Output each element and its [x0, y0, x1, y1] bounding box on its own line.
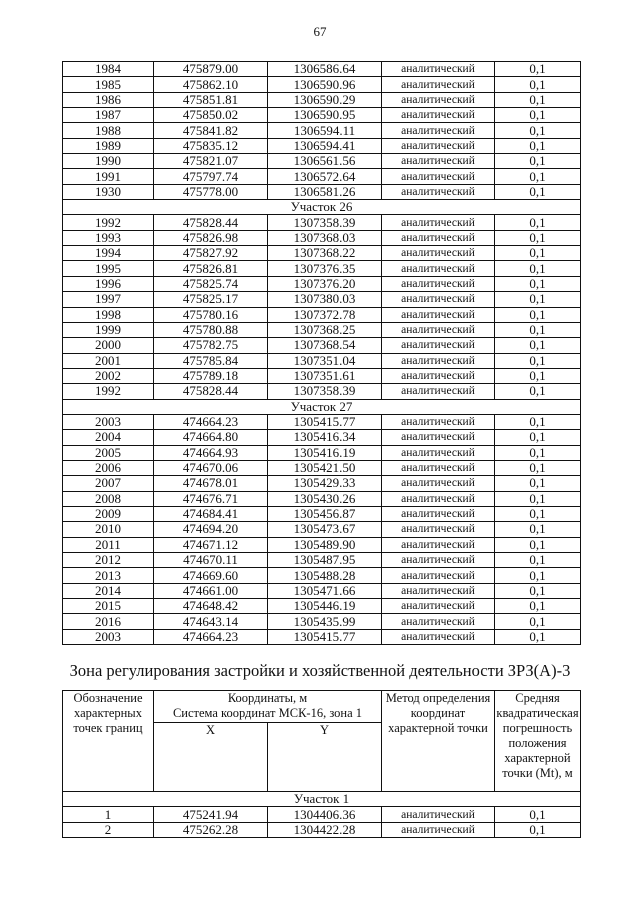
- error-value: 0,1: [495, 92, 581, 107]
- x-coordinate: 475826.81: [154, 261, 268, 276]
- x-coordinate: 475841.82: [154, 123, 268, 138]
- x-coordinate: 474661.00: [154, 583, 268, 598]
- error-header: Средняя квадратическая погрешность положения характерной точки (Mt), м: [495, 691, 581, 792]
- table-row: [63, 138, 581, 153]
- table-row: [63, 553, 581, 568]
- x-coordinate: 474643.14: [154, 614, 268, 629]
- method: аналитический: [382, 108, 495, 123]
- error-value: 0,1: [495, 368, 581, 383]
- table-row: [63, 108, 581, 123]
- point-number: 1991: [63, 169, 154, 184]
- section-title: Участок 1: [63, 792, 581, 807]
- error-value: 0,1: [495, 522, 581, 537]
- point-number: 1994: [63, 246, 154, 261]
- method: аналитический: [382, 522, 495, 537]
- method: аналитический: [382, 629, 495, 644]
- table-row: [63, 583, 581, 598]
- table-row: [63, 292, 581, 307]
- point-number: 1989: [63, 138, 154, 153]
- table-row: [63, 215, 581, 230]
- method: аналитический: [382, 123, 495, 138]
- table-row: [63, 246, 581, 261]
- error-value: 0,1: [495, 261, 581, 276]
- y-coordinate: 1307368.03: [268, 230, 382, 245]
- x-coordinate: 474676.71: [154, 491, 268, 506]
- method: аналитический: [382, 822, 495, 837]
- x-coordinate: 475826.98: [154, 230, 268, 245]
- method: аналитический: [382, 414, 495, 429]
- error-value: 0,1: [495, 553, 581, 568]
- y-coordinate: 1307376.20: [268, 276, 382, 291]
- x-coordinate: 474648.42: [154, 599, 268, 614]
- x-coordinate: 475780.16: [154, 307, 268, 322]
- y-coordinate: 1306590.96: [268, 77, 382, 92]
- x-coordinate: 474684.41: [154, 506, 268, 521]
- designation-header: Обозначение характерных точек границ: [63, 691, 154, 792]
- point-number: 2009: [63, 506, 154, 521]
- method: аналитический: [382, 506, 495, 521]
- method: аналитический: [382, 537, 495, 552]
- page-number: 67: [313, 24, 327, 39]
- table-row: [63, 322, 581, 337]
- table-row: [63, 261, 581, 276]
- error-value: 0,1: [495, 583, 581, 598]
- method: аналитический: [382, 307, 495, 322]
- x-coordinate: 474671.12: [154, 537, 268, 552]
- y-coordinate: 1305488.28: [268, 568, 382, 583]
- y-coordinate: 1305473.67: [268, 522, 382, 537]
- table-row: [63, 384, 581, 399]
- point-number: 1984: [63, 62, 154, 77]
- error-value: 0,1: [495, 537, 581, 552]
- point-number: 2006: [63, 460, 154, 475]
- point-number: 2001: [63, 353, 154, 368]
- table-row: [63, 414, 581, 429]
- table-row: [63, 568, 581, 583]
- x-coordinate: 474664.80: [154, 430, 268, 445]
- method: аналитический: [382, 62, 495, 77]
- zone-heading: Зона регулирования застройки и хозяйственной деятельности ЗРЗ(А)-3: [69, 661, 571, 680]
- table-row: [63, 807, 581, 822]
- section-title: Участок 26: [63, 200, 581, 215]
- error-value: 0,1: [495, 506, 581, 521]
- error-value: 0,1: [495, 476, 581, 491]
- table-row: [63, 476, 581, 491]
- y-coordinate: 1306572.64: [268, 169, 382, 184]
- table-row: [63, 430, 581, 445]
- point-number: 1993: [63, 230, 154, 245]
- coordinates-table-continued: [62, 61, 581, 645]
- y-coordinate: 1306594.41: [268, 138, 382, 153]
- method: аналитический: [382, 568, 495, 583]
- y-header: Y: [268, 723, 382, 792]
- method: аналитический: [382, 338, 495, 353]
- method: аналитический: [382, 553, 495, 568]
- table-row: [63, 629, 581, 644]
- point-number: 2003: [63, 629, 154, 644]
- error-value: 0,1: [495, 353, 581, 368]
- table-row: [63, 62, 581, 77]
- method: аналитический: [382, 292, 495, 307]
- point-number: 2007: [63, 476, 154, 491]
- y-coordinate: 1306561.56: [268, 154, 382, 169]
- method: аналитический: [382, 384, 495, 399]
- error-value: 0,1: [495, 430, 581, 445]
- point-number: 1995: [63, 261, 154, 276]
- x-coordinate: 474678.01: [154, 476, 268, 491]
- y-coordinate: 1307351.61: [268, 368, 382, 383]
- x-coordinate: 475780.88: [154, 322, 268, 337]
- y-coordinate: 1305487.95: [268, 553, 382, 568]
- y-coordinate: 1306590.95: [268, 108, 382, 123]
- point-number: 1990: [63, 154, 154, 169]
- error-value: 0,1: [495, 807, 581, 822]
- y-coordinate: 1305415.77: [268, 629, 382, 644]
- x-coordinate: 475789.18: [154, 368, 268, 383]
- y-coordinate: 1304422.28: [268, 822, 382, 837]
- table-row: [63, 338, 581, 353]
- x-coordinate: 475782.75: [154, 338, 268, 353]
- x-coordinate: 475827.92: [154, 246, 268, 261]
- point-number: 2005: [63, 445, 154, 460]
- y-coordinate: 1305416.19: [268, 445, 382, 460]
- error-value: 0,1: [495, 322, 581, 337]
- method: аналитический: [382, 430, 495, 445]
- point-number: 2011: [63, 537, 154, 552]
- table-row: [63, 522, 581, 537]
- error-value: 0,1: [495, 414, 581, 429]
- x-coordinate: 474670.11: [154, 553, 268, 568]
- table-row: [63, 599, 581, 614]
- point-number: 1988: [63, 123, 154, 138]
- table-row: [63, 169, 581, 184]
- y-coordinate: 1305456.87: [268, 506, 382, 521]
- table-row: [63, 230, 581, 245]
- point-number: 2015: [63, 599, 154, 614]
- method: аналитический: [382, 215, 495, 230]
- y-coordinate: 1304406.36: [268, 807, 382, 822]
- point-number: 2016: [63, 614, 154, 629]
- method: аналитический: [382, 230, 495, 245]
- error-value: 0,1: [495, 230, 581, 245]
- error-value: 0,1: [495, 292, 581, 307]
- y-coordinate: 1305489.90: [268, 537, 382, 552]
- x-header: X: [154, 723, 268, 792]
- table-row: [63, 92, 581, 107]
- error-value: 0,1: [495, 445, 581, 460]
- error-value: 0,1: [495, 384, 581, 399]
- point-number: 2013: [63, 568, 154, 583]
- section-row: [63, 200, 581, 215]
- error-value: 0,1: [495, 460, 581, 475]
- y-coordinate: 1305430.26: [268, 491, 382, 506]
- method: аналитический: [382, 276, 495, 291]
- error-value: 0,1: [495, 307, 581, 322]
- method: аналитический: [382, 261, 495, 276]
- table-row: [63, 276, 581, 291]
- error-value: 0,1: [495, 154, 581, 169]
- x-coordinate: 475778.00: [154, 184, 268, 199]
- method: аналитический: [382, 77, 495, 92]
- table-row: [63, 822, 581, 837]
- x-coordinate: 475879.00: [154, 62, 268, 77]
- y-coordinate: 1307368.54: [268, 338, 382, 353]
- error-value: 0,1: [495, 138, 581, 153]
- y-coordinate: 1307380.03: [268, 292, 382, 307]
- method: аналитический: [382, 138, 495, 153]
- error-value: 0,1: [495, 822, 581, 837]
- y-coordinate: 1307376.35: [268, 261, 382, 276]
- point-number: 2000: [63, 338, 154, 353]
- x-coordinate: 475821.07: [154, 154, 268, 169]
- table-row: [63, 368, 581, 383]
- section-row: [63, 399, 581, 414]
- point-number: 1930: [63, 184, 154, 199]
- y-coordinate: 1307368.22: [268, 246, 382, 261]
- table-row: [63, 307, 581, 322]
- method: аналитический: [382, 353, 495, 368]
- x-coordinate: 475862.10: [154, 77, 268, 92]
- table-row: [63, 445, 581, 460]
- table-row: [63, 353, 581, 368]
- point-number: 1999: [63, 322, 154, 337]
- point-number: 2: [63, 822, 154, 837]
- x-coordinate: 475851.81: [154, 92, 268, 107]
- method: аналитический: [382, 169, 495, 184]
- table-row: [63, 491, 581, 506]
- y-coordinate: 1305446.19: [268, 599, 382, 614]
- x-coordinate: 475828.44: [154, 384, 268, 399]
- error-value: 0,1: [495, 338, 581, 353]
- y-coordinate: 1306594.11: [268, 123, 382, 138]
- method: аналитический: [382, 92, 495, 107]
- error-value: 0,1: [495, 77, 581, 92]
- y-coordinate: 1306586.64: [268, 62, 382, 77]
- point-number: 2002: [63, 368, 154, 383]
- table-row: [63, 537, 581, 552]
- coordinates-title: Координаты, м: [227, 691, 308, 705]
- method: аналитический: [382, 368, 495, 383]
- method: аналитический: [382, 246, 495, 261]
- point-number: 1986: [63, 92, 154, 107]
- point-number: 2014: [63, 583, 154, 598]
- x-coordinate: 475797.74: [154, 169, 268, 184]
- x-coordinate: 474670.06: [154, 460, 268, 475]
- table-row: [63, 614, 581, 629]
- method: аналитический: [382, 445, 495, 460]
- point-number: 1985: [63, 77, 154, 92]
- point-number: 1998: [63, 307, 154, 322]
- point-number: 2012: [63, 553, 154, 568]
- point-number: 2003: [63, 414, 154, 429]
- x-coordinate: 475835.12: [154, 138, 268, 153]
- y-coordinate: 1307351.04: [268, 353, 382, 368]
- method: аналитический: [382, 599, 495, 614]
- coordinates-header: [154, 691, 382, 723]
- point-number: 2008: [63, 491, 154, 506]
- table-row: [63, 184, 581, 199]
- point-number: 1: [63, 807, 154, 822]
- y-coordinate: 1307358.39: [268, 215, 382, 230]
- table-row: [63, 77, 581, 92]
- point-number: 1996: [63, 276, 154, 291]
- error-value: 0,1: [495, 62, 581, 77]
- point-number: 2004: [63, 430, 154, 445]
- error-value: 0,1: [495, 246, 581, 261]
- method: аналитический: [382, 614, 495, 629]
- section-title: Участок 27: [63, 399, 581, 414]
- error-value: 0,1: [495, 215, 581, 230]
- table-row: [63, 154, 581, 169]
- error-value: 0,1: [495, 568, 581, 583]
- y-coordinate: 1306581.26: [268, 184, 382, 199]
- error-value: 0,1: [495, 169, 581, 184]
- y-coordinate: 1305471.66: [268, 583, 382, 598]
- method: аналитический: [382, 491, 495, 506]
- point-number: 1987: [63, 108, 154, 123]
- method: аналитический: [382, 583, 495, 598]
- method: аналитический: [382, 476, 495, 491]
- x-coordinate: 475262.28: [154, 822, 268, 837]
- point-number: 1992: [63, 215, 154, 230]
- error-value: 0,1: [495, 108, 581, 123]
- x-coordinate: 475828.44: [154, 215, 268, 230]
- table-row: [63, 460, 581, 475]
- table-row: [63, 506, 581, 521]
- method: аналитический: [382, 184, 495, 199]
- error-value: 0,1: [495, 184, 581, 199]
- section-row: [63, 792, 581, 807]
- error-value: 0,1: [495, 614, 581, 629]
- y-coordinate: 1307372.78: [268, 307, 382, 322]
- x-coordinate: 474664.23: [154, 629, 268, 644]
- error-value: 0,1: [495, 276, 581, 291]
- zone-coordinates-table: [62, 690, 581, 838]
- method: аналитический: [382, 154, 495, 169]
- x-coordinate: 475850.02: [154, 108, 268, 123]
- y-coordinate: 1305421.50: [268, 460, 382, 475]
- y-coordinate: 1307358.39: [268, 384, 382, 399]
- method: аналитический: [382, 322, 495, 337]
- y-coordinate: 1306590.29: [268, 92, 382, 107]
- error-value: 0,1: [495, 123, 581, 138]
- point-number: 1997: [63, 292, 154, 307]
- x-coordinate: 474669.60: [154, 568, 268, 583]
- x-coordinate: 475785.84: [154, 353, 268, 368]
- y-coordinate: 1305429.33: [268, 476, 382, 491]
- y-coordinate: 1305435.99: [268, 614, 382, 629]
- method-header: Метод определения координат характерной точки: [382, 691, 495, 792]
- y-coordinate: 1305416.34: [268, 430, 382, 445]
- x-coordinate: 474664.23: [154, 414, 268, 429]
- x-coordinate: 475825.74: [154, 276, 268, 291]
- method: аналитический: [382, 460, 495, 475]
- x-coordinate: 474664.93: [154, 445, 268, 460]
- point-number: 2010: [63, 522, 154, 537]
- point-number: 1992: [63, 384, 154, 399]
- error-value: 0,1: [495, 491, 581, 506]
- coordinate-system: Система координат МСК-16, зона 1: [172, 706, 363, 720]
- error-value: 0,1: [495, 629, 581, 644]
- y-coordinate: 1305415.77: [268, 414, 382, 429]
- x-coordinate: 475825.17: [154, 292, 268, 307]
- x-coordinate: 475241.94: [154, 807, 268, 822]
- table-row: [63, 123, 581, 138]
- method: аналитический: [382, 807, 495, 822]
- y-coordinate: 1307368.25: [268, 322, 382, 337]
- error-value: 0,1: [495, 599, 581, 614]
- x-coordinate: 474694.20: [154, 522, 268, 537]
